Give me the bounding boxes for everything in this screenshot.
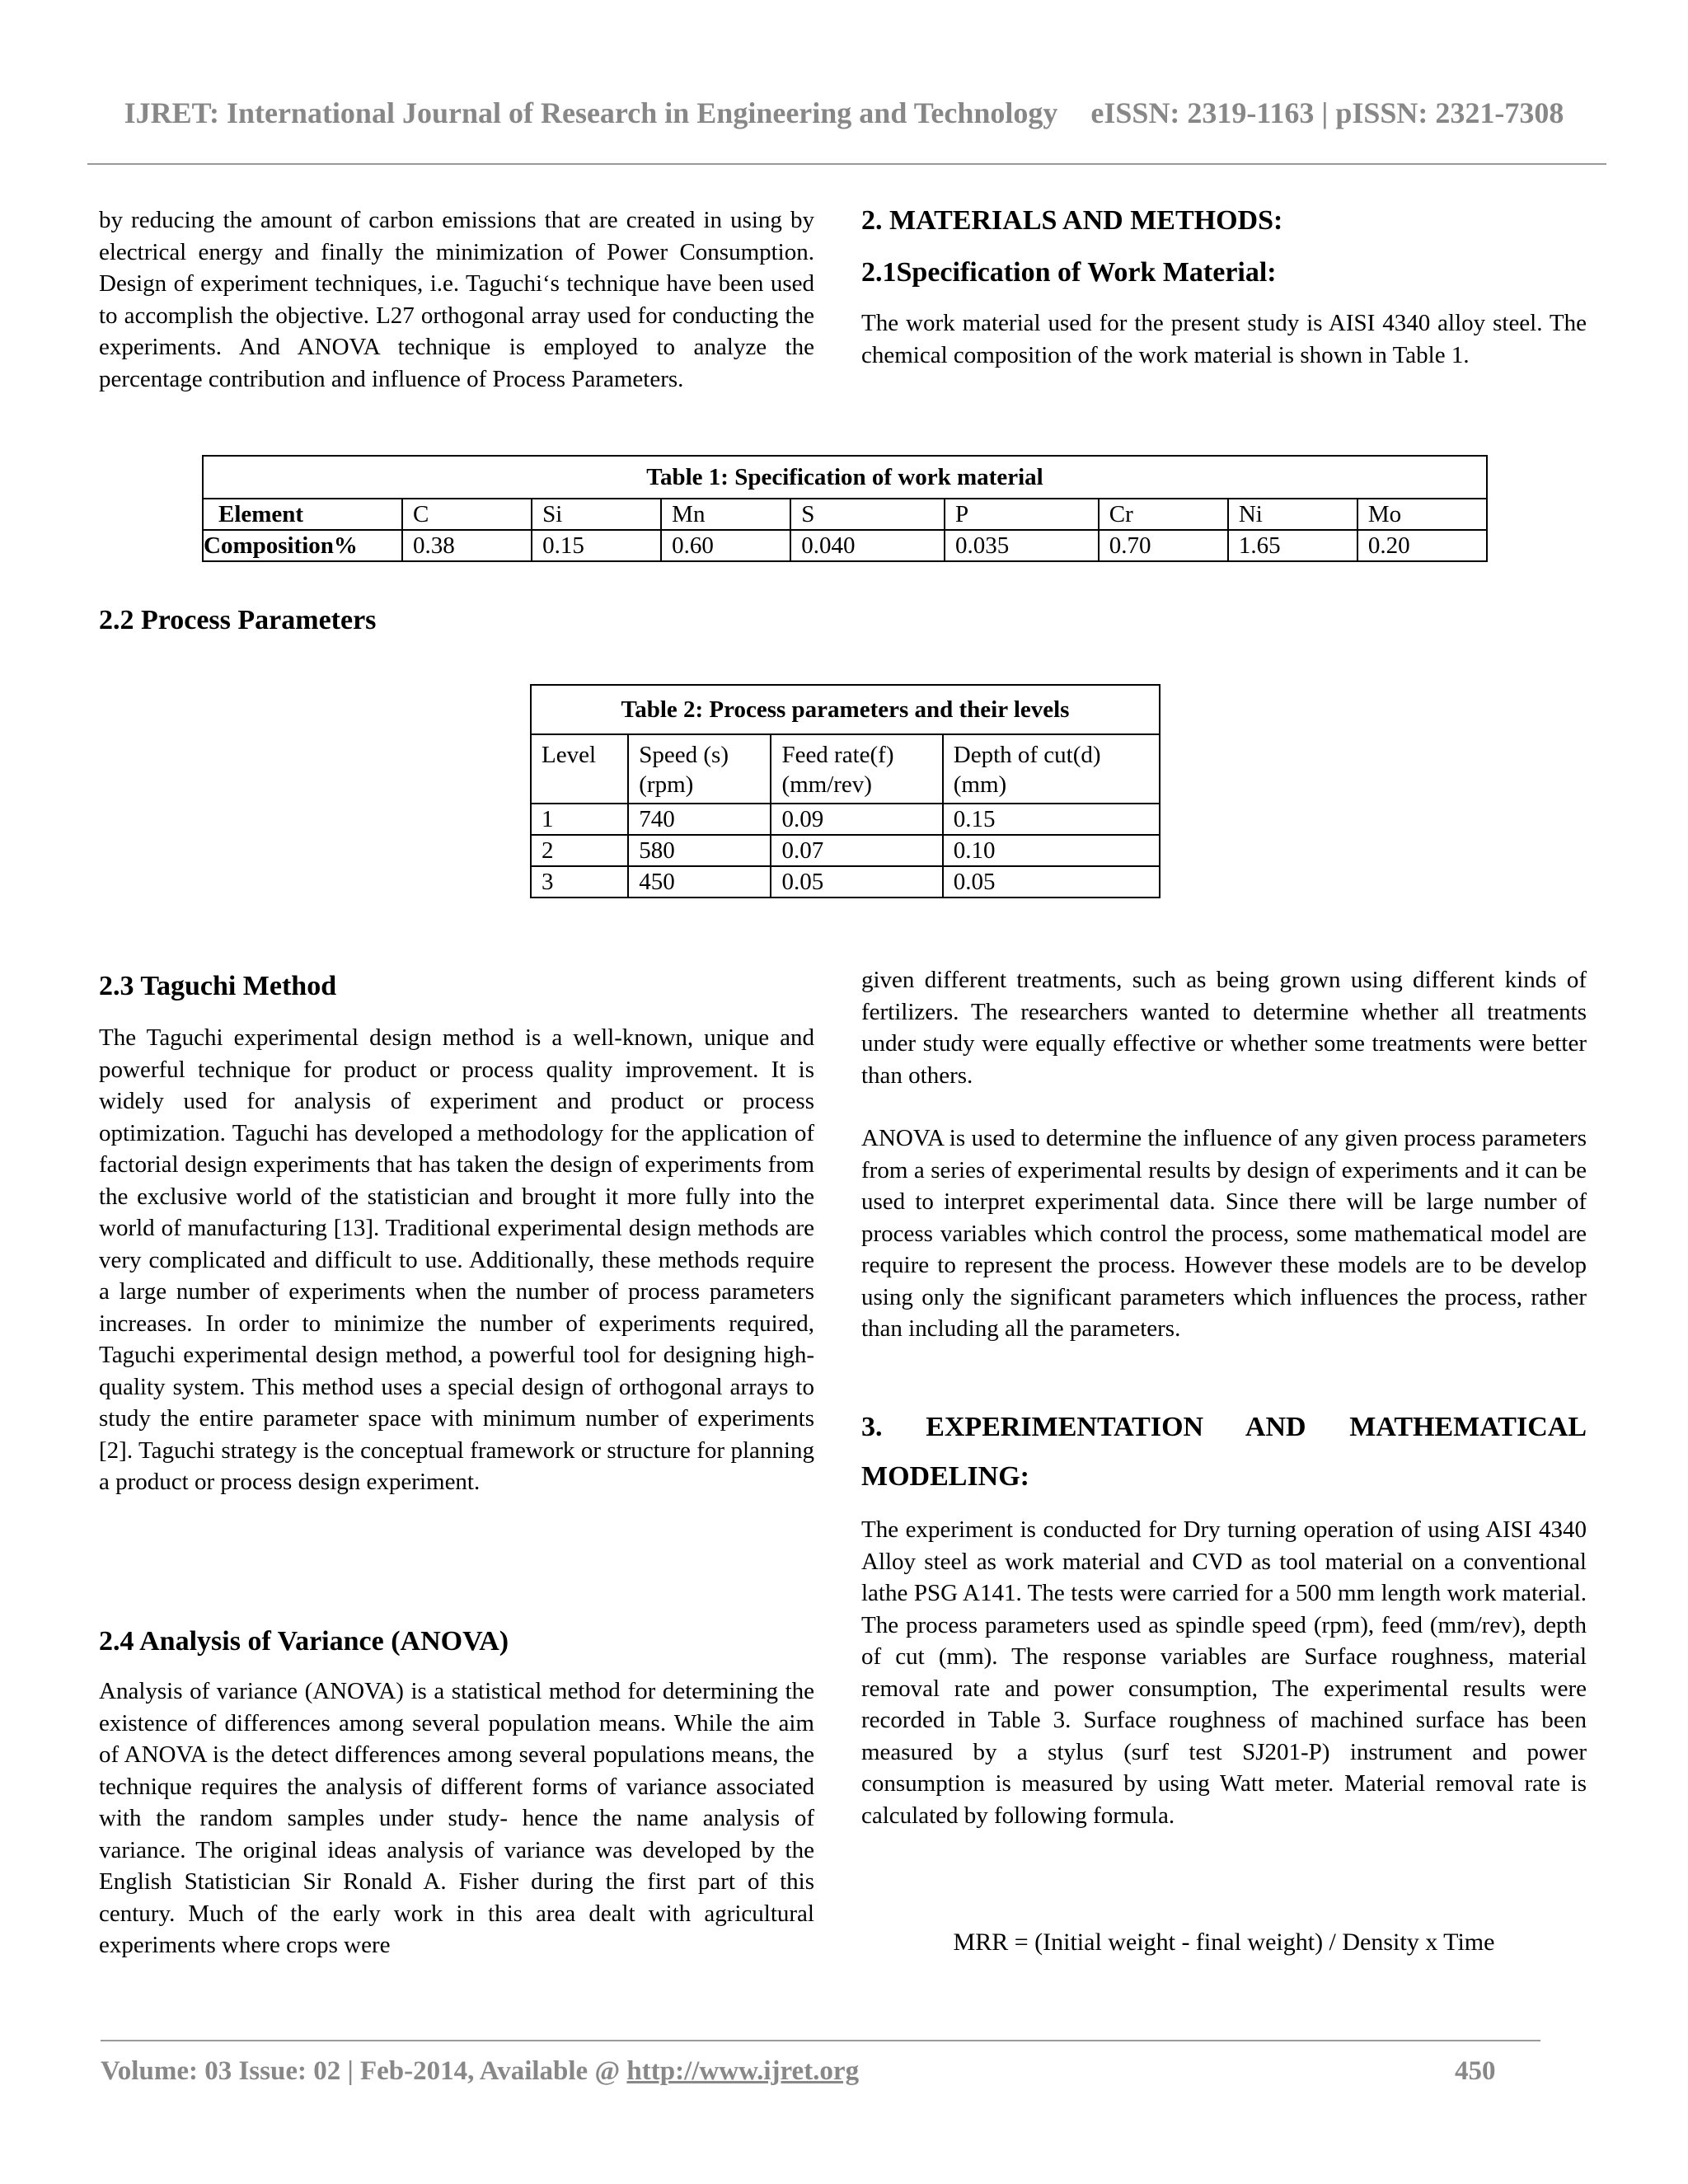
anova-continued-paragraph: given different treatments, such as being grown using different kinds of fertilizers. The researchers wanted to determine whether all treatments under study were equally effective or whether some treatments were better than others. (861, 967, 1587, 1089)
table-row (531, 804, 1160, 835)
table2-cell: 0.05 (771, 866, 942, 898)
table2-header-cell: Speed (s) (rpm) (628, 734, 771, 804)
table1-composition-cell: 0.60 (661, 530, 790, 561)
table1-composition-cell: 0.20 (1357, 530, 1487, 561)
section-heading-work-material: 2.1Specification of Work Material: (861, 257, 1277, 288)
table2-cell: 580 (628, 835, 771, 866)
table1-composition-cell: 0.15 (532, 530, 661, 561)
footer-volume-info: Volume: 03 Issue: 02 | Feb-2014, Available @ (101, 2056, 627, 2086)
table1-row-header-composition: Composition% (203, 530, 402, 561)
section-heading-anova: 2.4 Analysis of Variance (ANOVA) (99, 1626, 509, 1657)
table-row (531, 835, 1160, 866)
taguchi-paragraph: The Taguchi experimental design method is a well-known, unique and powerful technique for product or process quality improvement. It is widely used for analysis of experiment and product or process optimization. Taguchi has developed a methodology for the application of factorial design experiments that has taken the design of experiments from the exclusive world of the statistician and brought it more fully into the world of manufacturing [13]. Traditional experimental design methods are very complicated and difficult to use. Additionally, these methods require a large number of experiments when the number of process parameters increases. In order to minimize the number of experiments required, Taguchi experimental design method, a powerful tool for designing high-quality system. This method uses a special design of orthogonal arrays to study the entire parameter space with minimum number of experiments [2]. Taguchi strategy is the conceptual framework or structure for planning a product or process design experiment. (99, 1024, 814, 1495)
table2-cell: 1 (531, 804, 628, 835)
table1-element-cell: Ni (1228, 499, 1357, 530)
intro-paragraph: by reducing the amount of carbon emissions that are created in using by electrical energy and finally the minimization of Power Consumption. Design of experiment techniques, i.e. Taguchi‘s technique have been used to accomplish the objective. L27 orthogonal array used for conducting the experiments. And ANOVA technique is employed to analyze the percentage contribution and influence of Process Parameters. (99, 207, 814, 392)
table1-composition-cell: 0.035 (945, 530, 1099, 561)
anova-use-paragraph: ANOVA is used to determine the influence of any given process parameters from a series of experimental results by design of experiments and it can be used to interpret experimental data. Since there will be large number of process variables which control the process, some mathematical model are require to represent the process. However these models are to be develop using only the significant parameters which influences the process, rather than including all the parameters. (861, 1125, 1587, 1342)
table2-cell: 450 (628, 866, 771, 898)
table2-cell: 0.07 (771, 835, 942, 866)
section-heading-modeling: MODELING: (861, 1461, 1029, 1492)
table2-header-cell: Level (531, 734, 628, 804)
table2-cell: 0.05 (943, 866, 1160, 898)
header-divider (87, 163, 1606, 165)
table-process-parameters (530, 684, 1160, 898)
mrr-formula: MRR = (Initial weight - final weight) / Density x Time (953, 1929, 1495, 1956)
table2-cell: 740 (628, 804, 771, 835)
section-heading-materials-methods: 2. MATERIALS AND METHODS: (861, 205, 1283, 236)
table2-caption: Table 2: Process parameters and their levels (531, 685, 1160, 734)
table1-composition-cell: 0.040 (790, 530, 945, 561)
table1-element-cell: S (790, 499, 945, 530)
table1-element-cell: Mo (1357, 499, 1487, 530)
table-work-material (202, 455, 1488, 562)
section-heading-process-parameters: 2.2 Process Parameters (99, 605, 377, 635)
journal-url-link[interactable]: http://www.ijret.org (626, 2056, 860, 2086)
table1-row-header-element: Element (203, 499, 402, 530)
section-heading-experimentation: 3. EXPERIMENTATION AND MATHEMATICAL (861, 1412, 1587, 1442)
table1-element-cell: Si (532, 499, 661, 530)
table2-header-cell: Feed rate(f) (mm/rev) (771, 734, 942, 804)
anova-paragraph: Analysis of variance (ANOVA) is a statistical method for determining the existence of differences among several population means. While the aim of ANOVA is the detect differences among several populations means, the technique requires the analysis of different forms of variance associated with the random samples under study- hence the name analysis of variance. The original ideas analysis of variance was developed by the English Statistician Sir Ronald A. Fisher during the first part of this century. Much of the early work in this area dealt with agricultural experiments where crops were (99, 1678, 814, 1958)
table1-element-cell: P (945, 499, 1099, 530)
table-row (531, 866, 1160, 898)
page-number: 450 (1455, 2056, 1496, 2086)
journal-title: IJRET: International Journal of Research in Engineering and Technology (124, 96, 1058, 129)
page-footer (101, 2056, 859, 2087)
table1-composition-cell: 1.65 (1228, 530, 1357, 561)
table1-composition-cell: 0.38 (402, 530, 532, 561)
table2-cell: 0.09 (771, 804, 942, 835)
table1-element-cell: Mn (661, 499, 790, 530)
table1-composition-cell: 0.70 (1099, 530, 1228, 561)
journal-issn: eISSN: 2319-1163 | pISSN: 2321-7308 (1090, 96, 1564, 129)
table1-element-cell: Cr (1099, 499, 1228, 530)
table2-cell: 2 (531, 835, 628, 866)
table2-cell: 0.15 (943, 804, 1160, 835)
table1-element-cell: C (402, 499, 532, 530)
table2-header-cell: Depth of cut(d) (mm) (943, 734, 1160, 804)
table2-cell: 0.10 (943, 835, 1160, 866)
experiment-paragraph: The experiment is conducted for Dry turning operation of using AISI 4340 Alloy steel as work material and CVD as tool material on a conventional lathe PSG A141. The tests were carried for a 500 mm length work material. The process parameters used as spindle speed (rpm), feed (mm/rev), depth of cut (mm). The response variables are Surface roughness, material removal rate and power consumption, The experimental results were recorded in Table 3. Surface roughness of machined surface has been measured by a stylus (surf test SJ201-P) instrument and power consumption is measured by using Watt meter. Material removal rate is calculated by following formula. (861, 1516, 1587, 1829)
material-paragraph: The work material used for the present study is AISI 4340 alloy steel. The chemical composition of the work material is shown in Table 1. (861, 310, 1587, 368)
table2-cell: 3 (531, 866, 628, 898)
table1-caption: Table 1: Specification of work material (203, 456, 1487, 499)
section-heading-taguchi: 2.3 Taguchi Method (99, 971, 337, 1001)
footer-divider (101, 2040, 1540, 2041)
running-header (0, 96, 1688, 130)
